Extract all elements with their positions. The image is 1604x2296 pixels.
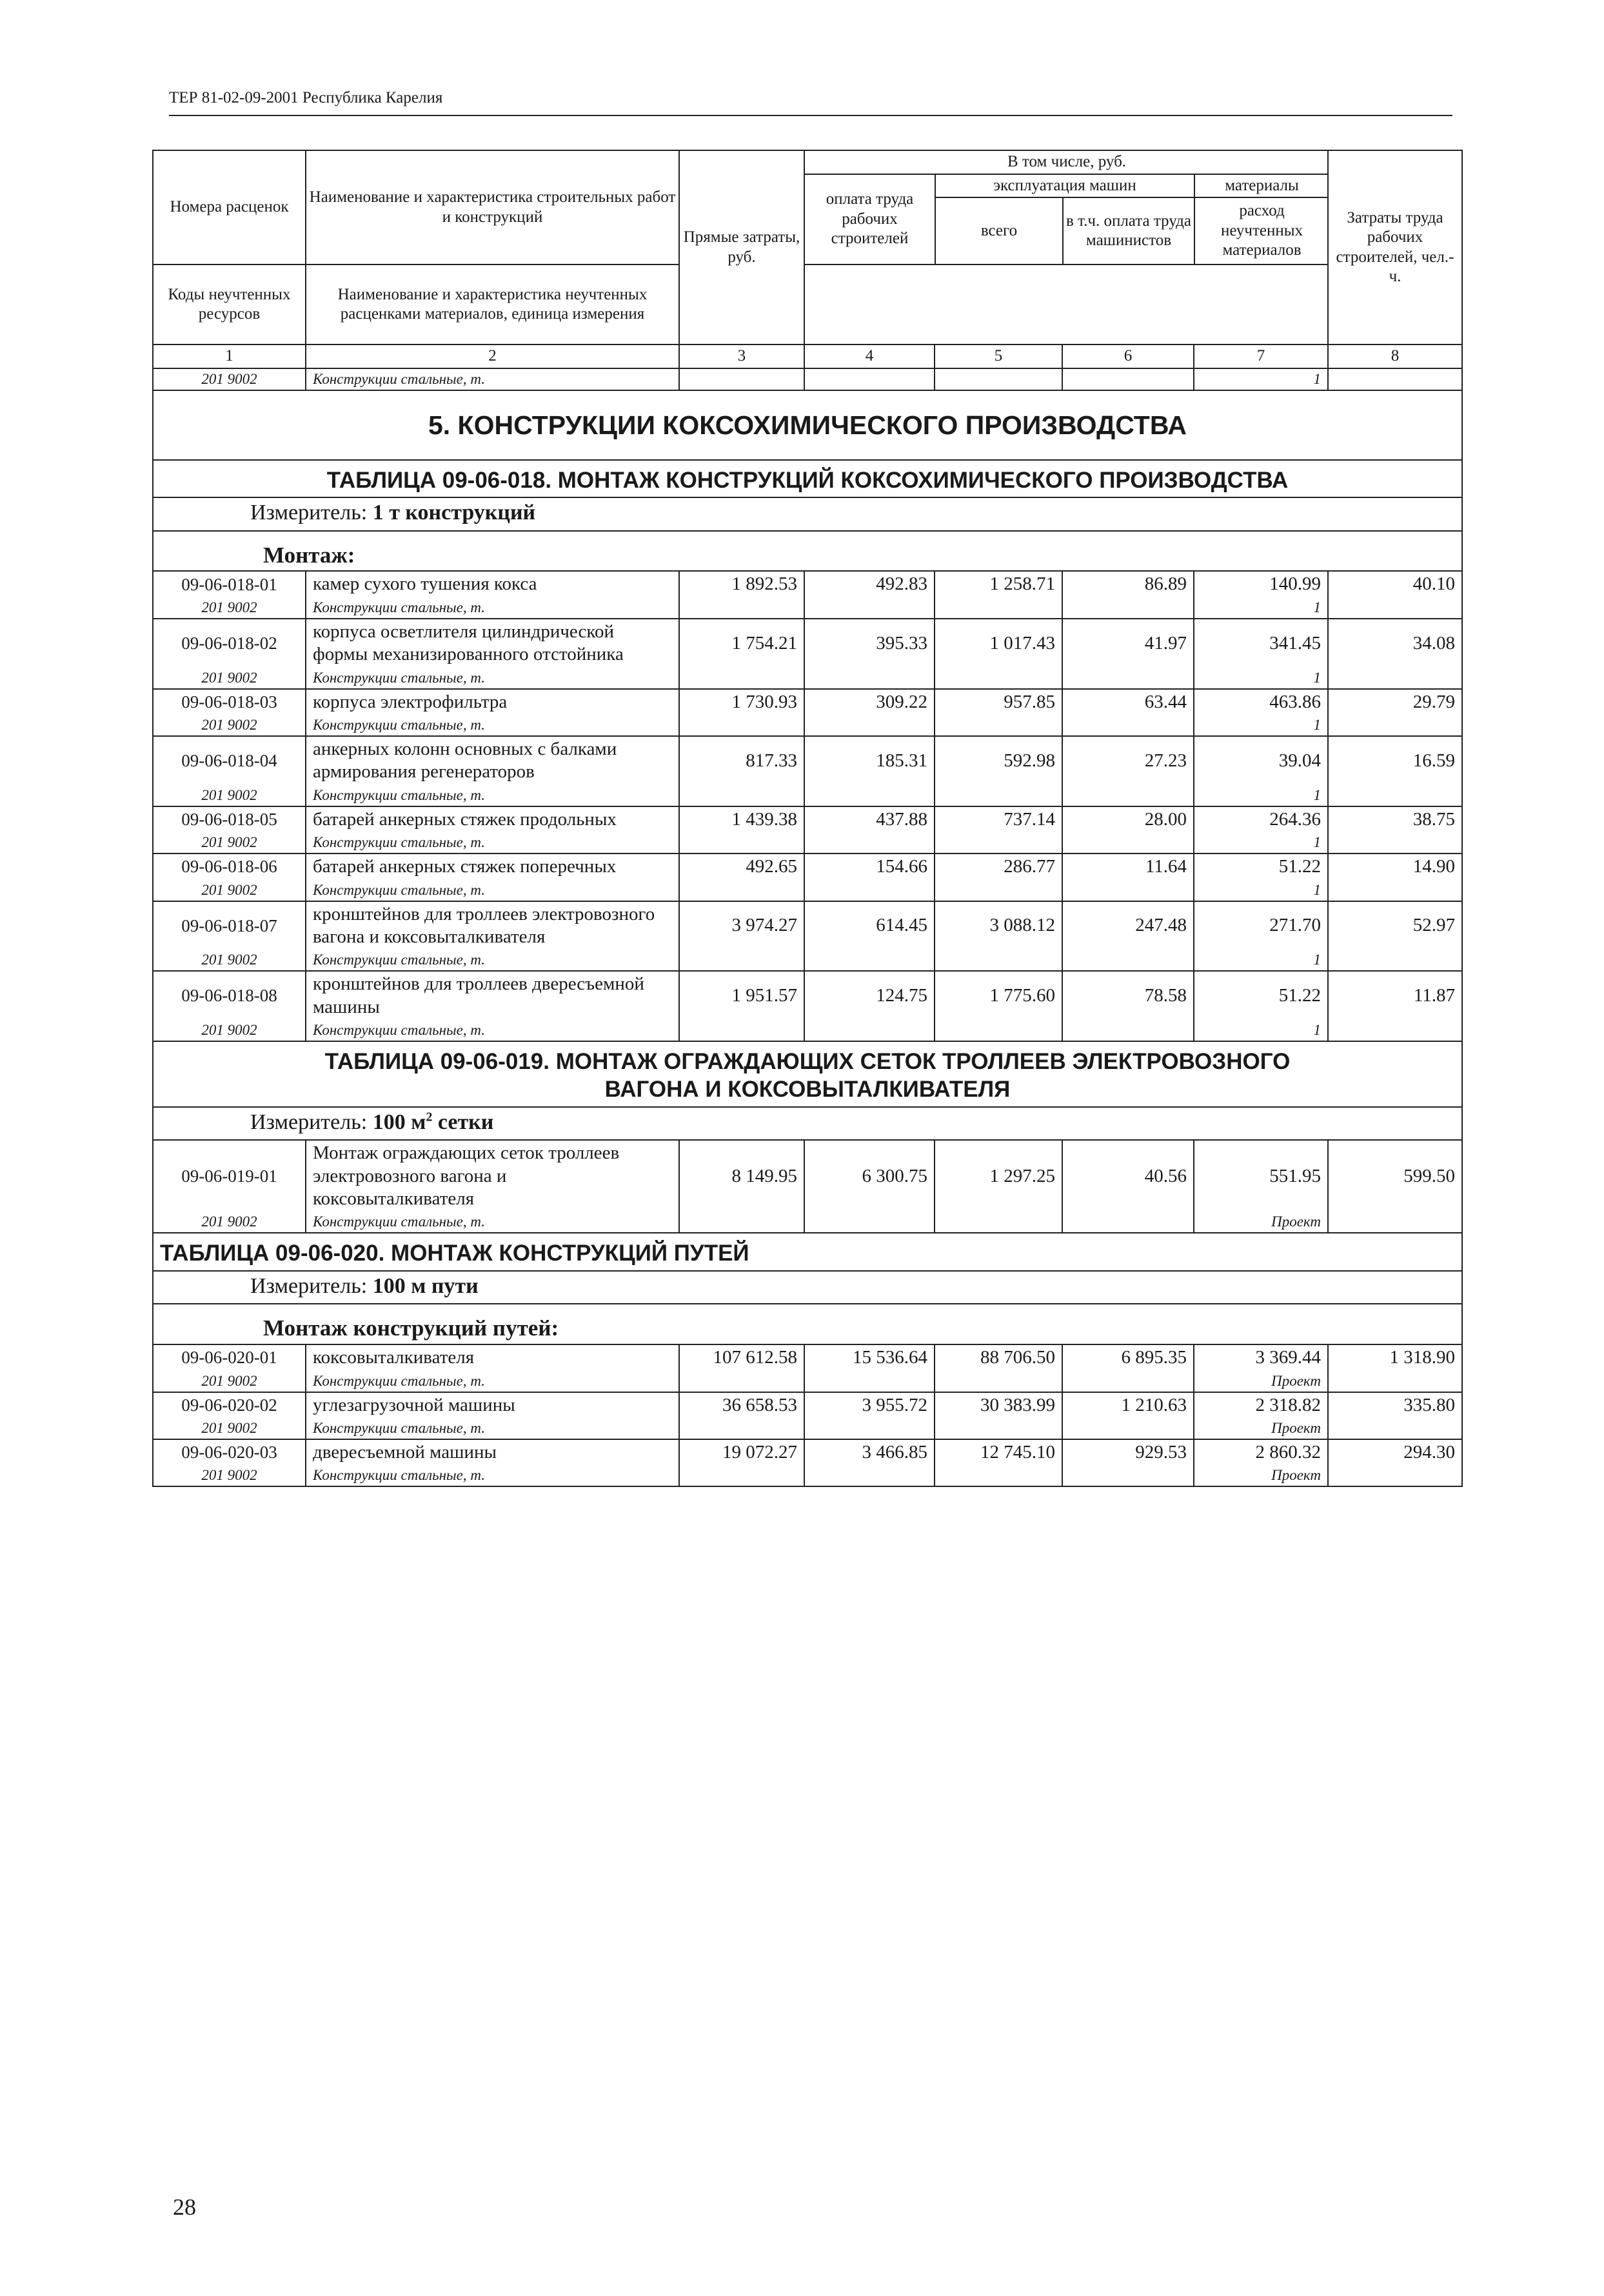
rate-row bbox=[153, 971, 1462, 1020]
resource-code: 201 9002 bbox=[153, 1212, 306, 1233]
resource-name: Конструкции стальные, т. bbox=[306, 832, 679, 854]
rates-table bbox=[152, 150, 1463, 1487]
resource-name: Конструкции стальные, т. bbox=[306, 950, 679, 971]
column-numbers-row bbox=[153, 344, 1462, 368]
direct-costs: 19 072.27 bbox=[679, 1439, 804, 1465]
empty-cell bbox=[804, 1212, 935, 1233]
labor-hours: 16.59 bbox=[1328, 736, 1462, 785]
header-materials: материалы bbox=[1194, 174, 1329, 198]
table-meter bbox=[153, 497, 1462, 530]
empty-cell bbox=[1328, 785, 1462, 806]
direct-costs: 1 754.21 bbox=[679, 619, 804, 668]
machinist-pay: 247.48 bbox=[1062, 901, 1194, 950]
machinist-pay: 78.58 bbox=[1062, 971, 1194, 1020]
empty-cell bbox=[804, 597, 935, 619]
resource-code: 201 9002 bbox=[153, 1371, 306, 1392]
rate-row bbox=[153, 806, 1462, 832]
document-header: ТЕР 81-02-09-2001 Республика Карелия bbox=[169, 89, 443, 106]
labor-pay: 154.66 bbox=[804, 854, 935, 879]
rate-code: 09-06-018-05 bbox=[153, 806, 306, 832]
materials-cost: 341.45 bbox=[1194, 619, 1328, 668]
table-subheading bbox=[153, 531, 1462, 572]
empty-cell bbox=[1328, 832, 1462, 854]
resource-code: 201 9002 bbox=[153, 950, 306, 971]
empty-cell bbox=[935, 715, 1062, 736]
header-rate-numbers: Номера расценок bbox=[153, 150, 306, 265]
column-number: 1 bbox=[153, 344, 306, 368]
labor-hours: 599.50 bbox=[1328, 1140, 1462, 1212]
empty-cell bbox=[1062, 950, 1194, 971]
empty-cell bbox=[679, 880, 804, 901]
direct-costs: 1 892.53 bbox=[679, 571, 804, 597]
resource-row bbox=[153, 715, 1462, 736]
rate-code: 09-06-019-01 bbox=[153, 1140, 306, 1212]
empty-cell bbox=[804, 832, 935, 854]
resource-code: 201 9002 bbox=[153, 832, 306, 854]
header-including: В том числе, руб. bbox=[805, 151, 1329, 174]
column-number: 6 bbox=[1062, 344, 1194, 368]
empty-cell bbox=[935, 1371, 1062, 1392]
machine-total: 1 297.25 bbox=[935, 1140, 1062, 1212]
column-number: 7 bbox=[1194, 344, 1328, 368]
rate-name: батарей анкерных стяжек продольных bbox=[306, 806, 679, 832]
rate-code: 09-06-020-01 bbox=[153, 1344, 306, 1370]
meter-label: Измеритель: bbox=[250, 501, 373, 525]
machine-total: 286.77 bbox=[935, 854, 1062, 879]
page-number: 28 bbox=[173, 2194, 196, 2220]
empty-cell bbox=[1328, 950, 1462, 971]
machine-total: 88 706.50 bbox=[935, 1344, 1062, 1370]
machinist-pay: 6 895.35 bbox=[1062, 1344, 1194, 1370]
rate-code: 09-06-018-07 bbox=[153, 901, 306, 950]
labor-pay: 492.83 bbox=[804, 571, 935, 597]
rate-row bbox=[153, 1392, 1462, 1418]
header-including-subtable bbox=[805, 151, 1329, 264]
meter-label: Измеритель: bbox=[250, 1273, 373, 1298]
table-subheading-cell: Монтаж конструкций путей: bbox=[153, 1304, 1462, 1344]
header-rule bbox=[169, 115, 1452, 116]
resource-name: Конструкции стальные, т. bbox=[306, 368, 679, 390]
empty-cell bbox=[1062, 1212, 1194, 1233]
header-direct-costs: Прямые затраты, руб. bbox=[679, 150, 804, 344]
column-number: 5 bbox=[935, 344, 1062, 368]
header-row-2 bbox=[153, 265, 1462, 344]
rates-table-body bbox=[153, 150, 1462, 1486]
resource-row bbox=[153, 668, 1462, 689]
empty-cell bbox=[804, 1418, 935, 1439]
table-title-line: ВАГОНА И КОКСОВЫТАЛКИВАТЕЛЯ bbox=[604, 1076, 1011, 1102]
rate-row bbox=[153, 689, 1462, 715]
empty-cell bbox=[804, 880, 935, 901]
empty-cell bbox=[1062, 785, 1194, 806]
empty-cell bbox=[679, 1418, 804, 1439]
table-title-cell bbox=[153, 1041, 1462, 1106]
machine-total: 1 258.71 bbox=[935, 571, 1062, 597]
table-meter bbox=[153, 1271, 1462, 1304]
materials-cost: 39.04 bbox=[1194, 736, 1328, 785]
labor-pay: 15 536.64 bbox=[804, 1344, 935, 1370]
materials-cost: 551.95 bbox=[1194, 1140, 1328, 1212]
header-machine-ops: эксплуатация машин bbox=[935, 174, 1194, 198]
resource-unit: 1 bbox=[1194, 597, 1328, 619]
resource-unit: 1 bbox=[1194, 950, 1328, 971]
header-unaccounted-materials: расход неучтенных материалов bbox=[1221, 202, 1303, 259]
rate-name: углезагрузочной машины bbox=[306, 1392, 679, 1418]
resource-code: 201 9002 bbox=[153, 715, 306, 736]
machine-total: 30 383.99 bbox=[935, 1392, 1062, 1418]
empty-cell bbox=[679, 1212, 804, 1233]
empty-cell bbox=[935, 950, 1062, 971]
header-labor-costs: Затраты труда рабочих строителей, чел.-ч. bbox=[1328, 150, 1462, 344]
column-number: 4 bbox=[804, 344, 935, 368]
header-labor-pay: оплата труда рабочих строителей bbox=[805, 174, 935, 265]
machinist-pay: 929.53 bbox=[1062, 1439, 1194, 1465]
column-number: 2 bbox=[306, 344, 679, 368]
header-including-group bbox=[804, 150, 1328, 265]
rate-name: анкерных колонн основных с балками армирования регенераторов bbox=[306, 736, 679, 785]
labor-hours: 294.30 bbox=[1328, 1439, 1462, 1465]
empty-cell bbox=[1062, 1020, 1194, 1041]
machine-total: 1 017.43 bbox=[935, 619, 1062, 668]
meter-suffix: сетки bbox=[432, 1110, 494, 1134]
resource-name: Конструкции стальные, т. bbox=[306, 668, 679, 689]
empty-cell bbox=[804, 785, 935, 806]
labor-hours: 11.87 bbox=[1328, 971, 1462, 1020]
resource-code: 201 9002 bbox=[153, 1020, 306, 1041]
empty-cell bbox=[679, 597, 804, 619]
rate-code: 09-06-018-03 bbox=[153, 689, 306, 715]
resource-row bbox=[153, 1371, 1462, 1392]
empty-cell bbox=[1328, 668, 1462, 689]
machine-total: 1 775.60 bbox=[935, 971, 1062, 1020]
rate-code: 09-06-018-08 bbox=[153, 971, 306, 1020]
machine-total: 12 745.10 bbox=[935, 1439, 1062, 1465]
rate-code: 09-06-018-02 bbox=[153, 619, 306, 668]
resource-row bbox=[153, 597, 1462, 619]
empty-cell bbox=[804, 1371, 935, 1392]
empty-cell bbox=[1328, 1020, 1462, 1041]
empty-cell bbox=[804, 715, 935, 736]
machine-total: 957.85 bbox=[935, 689, 1062, 715]
materials-cost: 2 860.32 bbox=[1194, 1439, 1328, 1465]
materials-cost: 51.22 bbox=[1194, 971, 1328, 1020]
rate-name: камер сухого тушения кокса bbox=[306, 571, 679, 597]
empty-cell bbox=[1062, 1418, 1194, 1439]
rate-code: 09-06-020-02 bbox=[153, 1392, 306, 1418]
labor-hours: 38.75 bbox=[1328, 806, 1462, 832]
rate-row bbox=[153, 1439, 1462, 1465]
table-meter-cell bbox=[153, 497, 1462, 530]
table-meter-cell bbox=[153, 1107, 1462, 1140]
machinist-pay: 11.64 bbox=[1062, 854, 1194, 879]
meter-value: 1 т конструкций bbox=[372, 501, 536, 525]
direct-costs: 492.65 bbox=[679, 854, 804, 879]
table-title-cell: ТАБЛИЦА 09-06-020. МОНТАЖ КОНСТРУКЦИЙ ПУТЕЙ bbox=[153, 1233, 1462, 1271]
resource-unit: 1 bbox=[1194, 368, 1328, 390]
header-machinist-pay: в т.ч. оплата труда машинистов bbox=[1063, 197, 1194, 264]
resource-row bbox=[153, 880, 1462, 901]
materials-cost: 140.99 bbox=[1194, 571, 1328, 597]
resource-row bbox=[153, 1020, 1462, 1041]
materials-cost: 51.22 bbox=[1194, 854, 1328, 879]
table-subheading-cell: Монтаж: bbox=[153, 531, 1462, 572]
resource-name: Конструкции стальные, т. bbox=[306, 880, 679, 901]
resource-unit: 1 bbox=[1194, 715, 1328, 736]
table-meter-cell bbox=[153, 1271, 1462, 1304]
header-row-1 bbox=[153, 150, 1462, 265]
resource-name: Конструкции стальные, т. bbox=[306, 1212, 679, 1233]
resource-name: Конструкции стальные, т. bbox=[306, 1020, 679, 1041]
empty-cell bbox=[1062, 880, 1194, 901]
direct-costs: 8 149.95 bbox=[679, 1140, 804, 1212]
resource-unit: Проект bbox=[1194, 1465, 1328, 1486]
labor-hours: 34.08 bbox=[1328, 619, 1462, 668]
labor-hours: 1 318.90 bbox=[1328, 1344, 1462, 1370]
resource-code: 201 9002 bbox=[153, 668, 306, 689]
rate-code: 09-06-020-03 bbox=[153, 1439, 306, 1465]
resource-unit: 1 bbox=[1194, 668, 1328, 689]
meter-label: Измеритель: bbox=[250, 1110, 373, 1134]
table-subheading bbox=[153, 1304, 1462, 1344]
empty-cell bbox=[679, 950, 804, 971]
labor-pay: 3 466.85 bbox=[804, 1439, 935, 1465]
empty-cell bbox=[804, 668, 935, 689]
empty-cell bbox=[1062, 668, 1194, 689]
rate-code: 09-06-018-06 bbox=[153, 854, 306, 879]
materials-cost: 2 318.82 bbox=[1194, 1392, 1328, 1418]
empty-cell bbox=[935, 1020, 1062, 1041]
rate-code: 09-06-018-04 bbox=[153, 736, 306, 785]
rate-row bbox=[153, 736, 1462, 785]
resource-row bbox=[153, 785, 1462, 806]
empty-cell bbox=[679, 832, 804, 854]
empty-cell bbox=[1062, 597, 1194, 619]
labor-pay: 124.75 bbox=[804, 971, 935, 1020]
labor-hours: 40.10 bbox=[1328, 571, 1462, 597]
machine-total: 592.98 bbox=[935, 736, 1062, 785]
empty-cell bbox=[679, 668, 804, 689]
resource-name: Конструкции стальные, т. bbox=[306, 1371, 679, 1392]
resource-code: 201 9002 bbox=[153, 880, 306, 901]
resource-unit: Проект bbox=[1194, 1212, 1328, 1233]
empty-cell bbox=[804, 950, 935, 971]
meter-value: 100 м пути bbox=[372, 1273, 479, 1298]
labor-pay: 185.31 bbox=[804, 736, 935, 785]
empty-cell bbox=[935, 880, 1062, 901]
empty-cell bbox=[679, 785, 804, 806]
rate-name: кронштейнов для троллеев двересъемной машины bbox=[306, 971, 679, 1020]
rate-row bbox=[153, 571, 1462, 597]
empty-cell bbox=[1328, 715, 1462, 736]
direct-costs: 817.33 bbox=[679, 736, 804, 785]
column-number: 8 bbox=[1328, 344, 1462, 368]
header-machine-total: всего bbox=[935, 197, 1063, 264]
empty-cell bbox=[1328, 1465, 1462, 1486]
empty-cell bbox=[1328, 1371, 1462, 1392]
resource-code: 201 9002 bbox=[153, 597, 306, 619]
empty-cell bbox=[1328, 1212, 1462, 1233]
labor-pay: 395.33 bbox=[804, 619, 935, 668]
labor-hours: 29.79 bbox=[1328, 689, 1462, 715]
resource-row bbox=[153, 950, 1462, 971]
direct-costs: 1 951.57 bbox=[679, 971, 804, 1020]
rate-row bbox=[153, 901, 1462, 950]
resource-unit: 1 bbox=[1194, 880, 1328, 901]
rate-name: двересъемной машины bbox=[306, 1439, 679, 1465]
resource-name: Конструкции стальные, т. bbox=[306, 1465, 679, 1486]
table-title-line: ТАБЛИЦА 09-06-019. МОНТАЖ ОГРАЖДАЮЩИХ СЕТОК ТРОЛЛЕЕВ ЭЛЕКТРОВОЗНОГО bbox=[324, 1049, 1291, 1075]
rate-name: кронштейнов для троллеев электровозного вагона и коксовыталкивателя bbox=[306, 901, 679, 950]
rate-name: корпуса осветлителя цилиндрической формы механизированного отстойника bbox=[306, 619, 679, 668]
machinist-pay: 86.89 bbox=[1062, 571, 1194, 597]
direct-costs: 107 612.58 bbox=[679, 1344, 804, 1370]
empty-cell bbox=[804, 1020, 935, 1041]
empty-cell bbox=[679, 1020, 804, 1041]
empty-cell bbox=[935, 1212, 1062, 1233]
machinist-pay: 63.44 bbox=[1062, 689, 1194, 715]
empty-cell bbox=[935, 1418, 1062, 1439]
labor-pay: 614.45 bbox=[804, 901, 935, 950]
resource-row bbox=[153, 1212, 1462, 1233]
resource-unit: Проект bbox=[1194, 1418, 1328, 1439]
resource-unit: 1 bbox=[1194, 1020, 1328, 1041]
header-work-description: Наименование и характеристика строительных работ и конструкций bbox=[306, 150, 679, 265]
labor-pay: 437.88 bbox=[804, 806, 935, 832]
rate-row bbox=[153, 619, 1462, 668]
table-title bbox=[153, 1233, 1462, 1271]
empty-cell bbox=[804, 1465, 935, 1486]
rate-row bbox=[153, 1140, 1462, 1212]
resource-unit: 1 bbox=[1194, 832, 1328, 854]
labor-pay: 309.22 bbox=[804, 689, 935, 715]
machine-total: 737.14 bbox=[935, 806, 1062, 832]
rate-name: коксовыталкивателя bbox=[306, 1344, 679, 1370]
empty-cell bbox=[1062, 832, 1194, 854]
resource-code: 201 9002 bbox=[153, 785, 306, 806]
resource-row bbox=[153, 1418, 1462, 1439]
header-material-description: Наименование и характеристика неучтенных расценками материалов, единица измерения bbox=[306, 265, 679, 344]
resource-name: Конструкции стальные, т. bbox=[306, 785, 679, 806]
rate-name: Монтаж ограждающих сеток троллеев электровозного вагона и коксовыталкивателя bbox=[306, 1140, 679, 1212]
resource-code: 201 9002 bbox=[153, 368, 306, 390]
labor-pay: 6 300.75 bbox=[804, 1140, 935, 1212]
materials-cost: 264.36 bbox=[1194, 806, 1328, 832]
table-title bbox=[153, 460, 1462, 498]
empty-cell bbox=[679, 1465, 804, 1486]
header-resource-row bbox=[153, 368, 1462, 390]
rate-row bbox=[153, 1344, 1462, 1370]
resource-name: Конструкции стальные, т. bbox=[306, 597, 679, 619]
empty-cell bbox=[935, 1465, 1062, 1486]
resource-row bbox=[153, 1465, 1462, 1486]
section-title bbox=[153, 390, 1462, 460]
direct-costs: 36 658.53 bbox=[679, 1392, 804, 1418]
empty-cell bbox=[935, 597, 1062, 619]
materials-cost: 3 369.44 bbox=[1194, 1344, 1328, 1370]
resource-unit: Проект bbox=[1194, 1371, 1328, 1392]
rate-row bbox=[153, 854, 1462, 879]
column-number: 3 bbox=[679, 344, 804, 368]
resource-code: 201 9002 bbox=[153, 1418, 306, 1439]
resource-unit: 1 bbox=[1194, 785, 1328, 806]
rate-code: 09-06-018-01 bbox=[153, 571, 306, 597]
rate-name: батарей анкерных стяжек поперечных bbox=[306, 854, 679, 879]
machinist-pay: 28.00 bbox=[1062, 806, 1194, 832]
rate-name: корпуса электрофильтра bbox=[306, 689, 679, 715]
empty-cell bbox=[1062, 1465, 1194, 1486]
section-title-cell: 5. КОНСТРУКЦИИ КОКСОХИМИЧЕСКОГО ПРОИЗВОДСТВА bbox=[153, 390, 1462, 460]
labor-pay: 3 955.72 bbox=[804, 1392, 935, 1418]
machinist-pay: 40.56 bbox=[1062, 1140, 1194, 1212]
direct-costs: 1 730.93 bbox=[679, 689, 804, 715]
machinist-pay: 1 210.63 bbox=[1062, 1392, 1194, 1418]
direct-costs: 1 439.38 bbox=[679, 806, 804, 832]
direct-costs: 3 974.27 bbox=[679, 901, 804, 950]
meter-value: 100 м bbox=[372, 1110, 426, 1134]
resource-row bbox=[153, 832, 1462, 854]
machinist-pay: 41.97 bbox=[1062, 619, 1194, 668]
empty-cell bbox=[1328, 1418, 1462, 1439]
empty-cell bbox=[1062, 1371, 1194, 1392]
resource-name: Конструкции стальные, т. bbox=[306, 1418, 679, 1439]
resource-name: Конструкции стальные, т. bbox=[306, 715, 679, 736]
empty-cell bbox=[1328, 880, 1462, 901]
empty-cell bbox=[935, 832, 1062, 854]
machinist-pay: 27.23 bbox=[1062, 736, 1194, 785]
labor-hours: 335.80 bbox=[1328, 1392, 1462, 1418]
labor-hours: 14.90 bbox=[1328, 854, 1462, 879]
empty-cell bbox=[935, 785, 1062, 806]
table-title-cell: ТАБЛИЦА 09-06-018. МОНТАЖ КОНСТРУКЦИЙ КОКСОХИМИЧЕСКОГО ПРОИЗВОДСТВА bbox=[153, 460, 1462, 498]
table-meter bbox=[153, 1107, 1462, 1140]
empty-cell bbox=[1328, 597, 1462, 619]
empty-cell bbox=[935, 668, 1062, 689]
meter-exponent: 2 bbox=[426, 1110, 433, 1124]
resource-code: 201 9002 bbox=[153, 1465, 306, 1486]
labor-hours: 52.97 bbox=[1328, 901, 1462, 950]
empty-cell bbox=[679, 715, 804, 736]
materials-cost: 271.70 bbox=[1194, 901, 1328, 950]
empty-cell bbox=[1062, 715, 1194, 736]
empty-cell bbox=[679, 1371, 804, 1392]
materials-cost: 463.86 bbox=[1194, 689, 1328, 715]
machine-total: 3 088.12 bbox=[935, 901, 1062, 950]
header-resource-codes: Коды неучтенных ресурсов bbox=[153, 265, 306, 344]
table-title bbox=[153, 1041, 1462, 1106]
